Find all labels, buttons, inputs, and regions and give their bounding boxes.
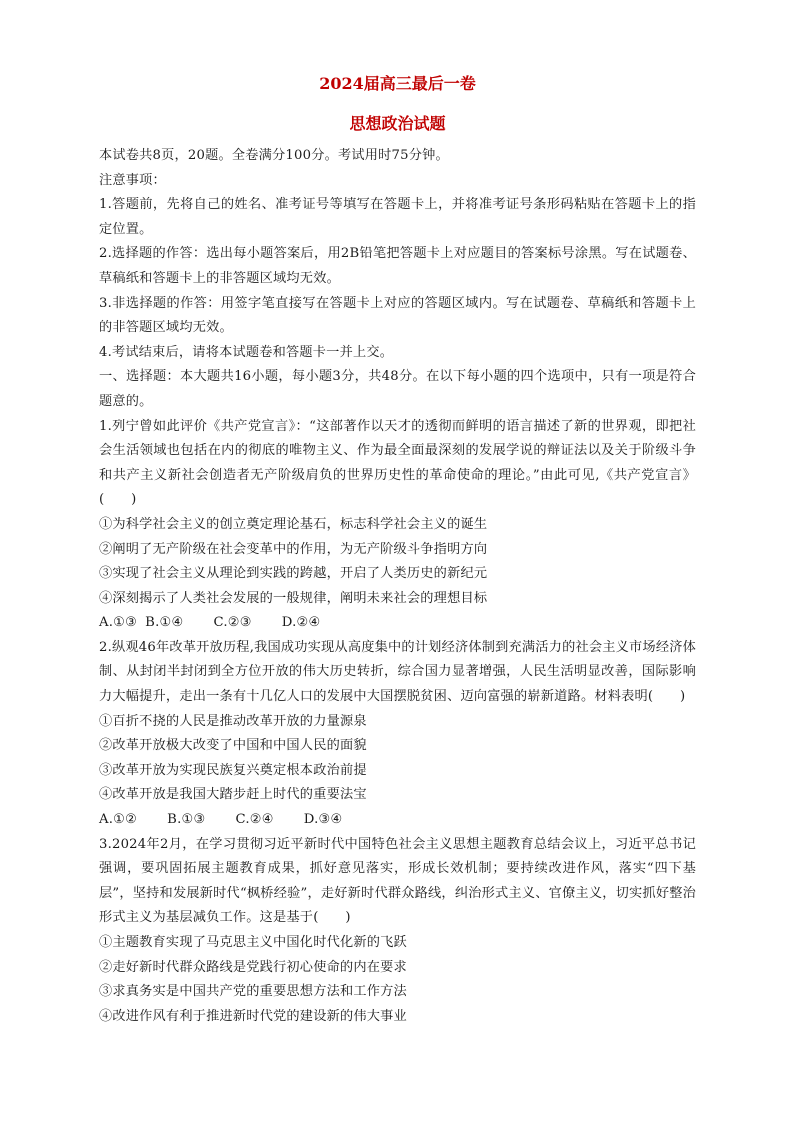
notice-item: 1.答题前，先将自己的姓名、准考证号等填写在答题卡上，并将准考证号条形码粘贴在答题卡上的指定位置。	[99, 197, 696, 237]
question-statement: ②阐明了无产阶级在社会变革中的作用，为无产阶级斗争指明方向	[99, 541, 488, 557]
answer-option-a: A.①③	[99, 615, 138, 631]
notice-item: 2.选择题的作答：选出每小题答案后，用2B铅笔把答题卡上对应题目的答案标号涂黑。写在试题卷、草稿纸和答题卡上的非答题区域均无效。	[99, 246, 696, 286]
exam-subject-title: 思想政治试题	[349, 114, 446, 133]
question-statement: ③求真务实是中国共产党的重要思想方法和工作方法	[99, 984, 407, 1000]
question-statement: ②走好新时代群众路线是党践行初心使命的内在要求	[99, 959, 407, 975]
question-statement: ②改革开放极大改变了中国和中国人民的面貌	[99, 738, 367, 754]
notice-heading: 注意事项：	[99, 172, 166, 188]
answer-options	[99, 611, 696, 636]
question-stem: 1.列宁曾如此评价《共产党宣言》：“这部著作以天才的透彻而鲜明的语言描述了新的世界观，即把社会生活领域也包括在内的彻底的唯物主义、作为最全面最深刻的发展学说的辩证法以及关于阶级斗争和共产主义新社会创造者无产阶级肩负的世界历史性的革命使命的理论。”由此可见,《共产党宣言》( )	[99, 418, 696, 508]
question-stem: 2.纵观46年改革开放历程,我国成功实现从高度集中的计划经济体制到充满活力的社会主义市场经济体制、从封闭半封闭到全方位开放的伟大历史转折，综合国力显著增强，人民生活明显改善，国际影响力大幅提升，走出一条有十几亿人口的发展中大国摆脱贫困、迈向富强的崭新道路。材料表明( )	[99, 639, 696, 705]
answer-options	[99, 808, 696, 833]
question-statement: ④改革开放是我国大踏步赶上时代的重要法宝	[99, 787, 367, 803]
question-statement: ①主题教育实现了马克思主义中国化时代化新的飞跃	[99, 935, 407, 950]
question-statement: ①为科学社会主义的创立奠定理论基石，标志科学社会主义的诞生	[99, 516, 488, 532]
answer-option-b: B.①④	[145, 615, 184, 631]
question-stem: 3.2024年2月，在学习贯彻习近平新时代中国特色社会主义思想主题教育总结会议上，习近平总书记强调，要巩固拓展主题教育成果，抓好意见落实，形成长效机制；要持续改进作风，落实“四下基层”，坚持和发展新时代“枫桥经验”，走好新时代群众路线，纠治形式主义、官僚主义，切实抓好整治形式主义为基层减负工作。这是基于( )	[99, 836, 696, 926]
answer-option-a: A.①②	[99, 812, 138, 828]
question-statement: ①百折不挠的人民是推动改革开放的力量源泉	[99, 713, 367, 729]
answer-option-d: D.③④	[303, 812, 343, 828]
answer-option-b: B.①③	[167, 812, 206, 828]
question-statement: ④改进作风有利于推进新时代党的建设新的伟大事业	[99, 1008, 407, 1024]
question-statement: ④深刻揭示了人类社会发展的一般规律，阐明未来社会的理想目标	[99, 590, 488, 606]
answer-option-d: D.②④	[281, 615, 321, 631]
exam-title: 2024届高三最后一卷	[319, 74, 476, 93]
exam-intro: 本试卷共8页，20题。全卷满分100分。考试用时75分钟。	[99, 148, 449, 163]
section-heading: 一、选择题：本大题共16小题，每小题3分，共48分。在以下每小题的四个选项中，只有一项是符合题意的。	[99, 369, 696, 409]
question-statement: ③改革开放为实现民族复兴奠定根本政治前提	[99, 762, 367, 778]
notice-item: 4.考试结束后，请将本试题卷和答题卡一并上交。	[99, 344, 394, 360]
question-statement: ③实现了社会主义从理论到实践的跨越，开启了人类历史的新纪元	[99, 566, 488, 582]
answer-option-c: C.②④	[235, 812, 274, 828]
notice-item: 3.非选择题的作答：用签字笔直接写在答题卡上对应的答题区域内。写在试题卷、草稿纸和答题卡上的非答题区域均无效。	[99, 295, 696, 336]
answer-option-c: C.②③	[213, 615, 252, 631]
